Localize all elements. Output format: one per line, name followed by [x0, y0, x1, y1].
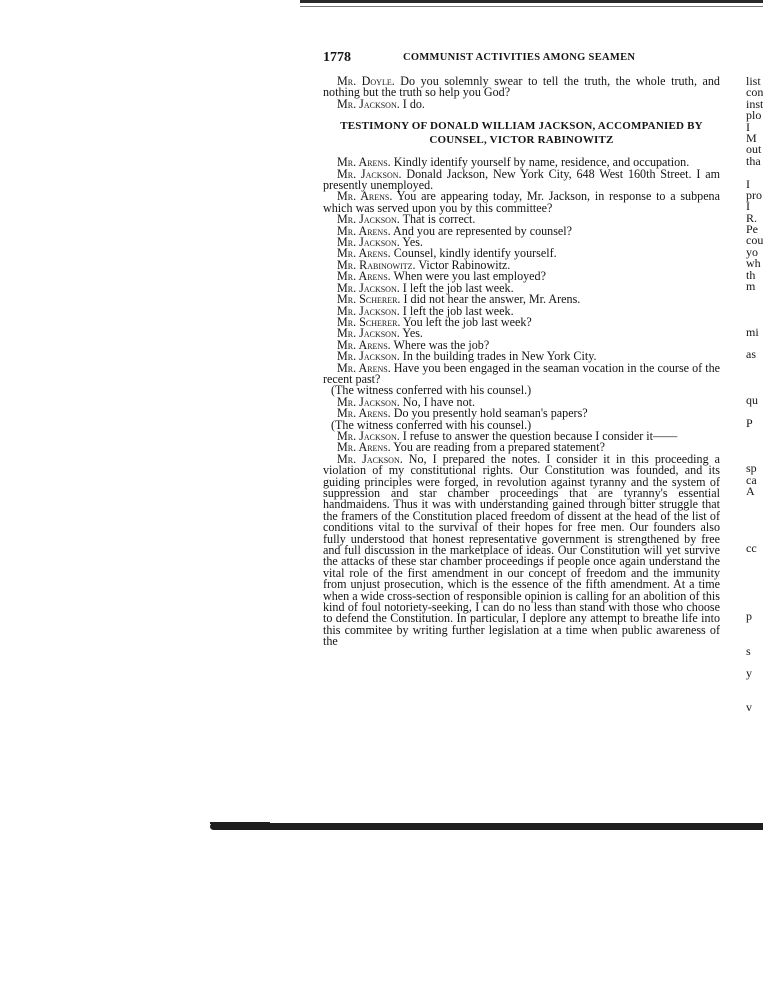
speaker-name: Mr. Scherer. — [337, 292, 401, 307]
bottom-border-rule — [210, 823, 763, 830]
margin-fragment: mi — [746, 324, 759, 339]
speech-text: You are reading from a prepared statement? — [390, 440, 605, 455]
speaker-name: Mr. Arens. — [337, 223, 391, 238]
speaker-name: Mr. Jackson. — [337, 212, 400, 227]
speaker-name: Mr. Arens. — [337, 406, 391, 421]
speaker-name: Mr. Arens. — [337, 189, 393, 204]
testimony-body — [323, 157, 720, 647]
margin-fragment: out — [746, 142, 762, 157]
testimony-paragraph — [323, 96, 720, 111]
margin-fragment: sp — [746, 461, 757, 476]
margin-fragment: P — [746, 415, 753, 430]
margin-fragment: cc — [746, 541, 757, 556]
speaker-name: Mr. Jackson. — [337, 303, 400, 318]
speaker-name: Mr. Arens. — [337, 155, 391, 170]
speech-text: Do you presently hold seaman's papers? — [390, 406, 588, 421]
margin-fragment: ca — [746, 472, 757, 487]
speech-text: Victor Rabinowitz. — [415, 257, 511, 272]
margin-fragment: th — [746, 267, 756, 282]
margin-fragment: con — [746, 85, 763, 100]
heading-line-1: TESTIMONY OF DONALD WILLIAM JACKSON, ACCOMPANIED BY — [340, 120, 703, 133]
page-number: 1778 — [323, 50, 351, 65]
margin-fragment: plo — [746, 108, 762, 123]
margin-fragment: I — [746, 119, 750, 134]
margin-fragment: s — [746, 643, 751, 658]
speech-text: Donald Jackson, New York City, 648 West 160th Street. I am presently unemployed. — [323, 166, 720, 193]
speaker-name: Mr. Doyle. — [337, 74, 395, 88]
speech-text: I left the job last week. — [399, 280, 514, 295]
margin-fragment: as — [746, 347, 756, 362]
speech-text: Do you solemnly swear to tell the truth, the whole truth, and nothing but the truth so help you God? — [323, 74, 720, 100]
speaker-name: Mr. Rabinowitz. — [337, 257, 416, 272]
margin-fragment: Pe — [746, 222, 758, 237]
speech-text: When were you last employed? — [390, 269, 546, 284]
heading-line-2: COUNSEL, VICTOR RABINOWITZ — [429, 134, 614, 147]
oath-exchange — [323, 76, 720, 110]
margin-fragment: I — [746, 199, 750, 214]
speech-text: Where was the job? — [390, 337, 490, 352]
margin-fragment — [746, 429, 763, 440]
speech-text: I refuse to answer the question because I consider it—— — [399, 428, 678, 443]
speech-text: In the building trades in New York City. — [399, 349, 597, 364]
speech-text: You are appearing today, Mr. Jackson, in response to a subpena which was served upon you by this committee? — [323, 189, 720, 215]
margin-fragment: R. — [746, 210, 758, 225]
margin-fragment: A — [746, 484, 755, 499]
margin-fragment — [746, 623, 763, 634]
speaker-name: Mr. Arens. — [337, 269, 391, 284]
speech-text: No, I have not. — [399, 394, 475, 409]
speaker-name: Mr. Jackson. — [337, 280, 400, 295]
speech-text: I do. — [399, 96, 425, 111]
margin-fragment — [746, 361, 763, 372]
speaker-name: Mr. Jackson. — [337, 166, 402, 181]
margin-fragment — [746, 304, 763, 315]
speaker-name: Mr. Jackson. — [337, 451, 403, 466]
speech-text: You left the job last week? — [400, 314, 532, 329]
margin-fragment — [746, 441, 763, 452]
speaker-name: Mr. Jackson. — [337, 235, 400, 250]
page-header — [323, 50, 723, 68]
margin-fragment — [746, 372, 763, 383]
margin-fragment: yo — [746, 244, 758, 259]
margin-fragment: qu — [746, 392, 758, 407]
testimony-paragraph — [323, 76, 720, 99]
speech-text: (The witness conferred with his counsel.) — [331, 383, 532, 398]
top-border-thin-rule — [300, 6, 763, 7]
speaker-name: Mr. Arens. — [337, 337, 391, 352]
adjacent-page-fragment — [746, 76, 763, 714]
speech-text: And you are represented by counsel? — [390, 223, 573, 238]
speaker-name: Mr. Arens. — [337, 246, 391, 261]
speaker-name: Mr. Jackson. — [337, 428, 400, 443]
speaker-name: Mr. Arens. — [337, 360, 391, 375]
margin-fragment — [746, 589, 763, 600]
testimony-paragraph — [323, 360, 720, 386]
speech-text: I left the job last week. — [399, 303, 514, 318]
speaker-name: Mr. Arens. — [337, 440, 391, 455]
testimony-heading — [323, 119, 720, 147]
margin-fragment: p — [746, 609, 752, 624]
speech-text: Yes. — [399, 235, 423, 250]
margin-fragment: I — [746, 176, 750, 191]
margin-fragment — [746, 292, 763, 303]
speech-text: I did not hear the answer, Mr. Arens. — [400, 292, 581, 307]
margin-fragment — [746, 554, 763, 565]
margin-fragment — [746, 566, 763, 577]
margin-fragment: list — [746, 76, 761, 88]
margin-fragment: m — [746, 279, 756, 294]
margin-fragment: y — [746, 666, 752, 681]
margin-fragment: M — [746, 130, 757, 145]
margin-fragment — [746, 577, 763, 588]
speech-text: Have you been engaged in the seaman vocation in the course of the recent past? — [323, 360, 720, 386]
margin-fragment — [746, 520, 763, 531]
running-head: COMMUNIST ACTIVITIES AMONG SEAMEN — [403, 52, 636, 63]
margin-fragment: v — [746, 700, 752, 714]
testimony-paragraph — [323, 191, 720, 214]
margin-fragment — [746, 680, 763, 691]
testimony-paragraph — [323, 451, 720, 649]
margin-fragment: pro — [746, 187, 762, 202]
speech-text: No, I prepared the notes. I consider it in this proceeding a violation of my constitutional rights. Our Constitution was founded, and its guiding principles were forged, in revolution against tyranny and the system of suppression and star chamber proceedings that are tyranny's essential handmaidens. Thus it was with understanding gained through bitter struggle that the framers of the Constitution placed freedom of dissent at the head of the list of conditions vital to the survival of their hopes for free men. Our founders also fully understood that honest representative government is strengthened by free and full discussion in the marketplace of ideas. Our Constitution will yet survive the attacks of these star chamber proceedings if people once again understand the vital role of the first amendment in our concept of freedom and the immunity from unjust prosecution, which is the essence of the fifth amendment. At a time when a wide cross-section of responsible opinion is calling for an abolition of this kind of foul notoriety-seeking, I can do no less than stand with those who choose to defend the Constitution. In particular, I deplore any attempt to breathe life into this commitee by writing further legislation at a time when public awareness of the — [323, 451, 720, 649]
speaker-name: Mr. Jackson. — [337, 349, 400, 364]
main-text-column — [323, 76, 720, 648]
margin-fragment — [746, 497, 763, 508]
margin-fragment: wh — [746, 256, 761, 271]
speech-text: Yes. — [399, 326, 423, 341]
speaker-name: Mr. Scherer. — [337, 314, 401, 329]
speech-text: Kindly identify yourself by name, residence, and occupation. — [390, 155, 690, 170]
speaker-name: Mr. Jackson. — [337, 96, 400, 111]
margin-fragment: cou — [746, 233, 763, 248]
speech-text: Counsel, kindly identify yourself. — [390, 246, 557, 261]
testimony-paragraph — [323, 166, 720, 193]
margin-fragment — [746, 509, 763, 520]
margin-fragment: tha — [746, 153, 761, 168]
speech-text: (The witness conferred with his counsel.) — [331, 417, 532, 432]
speaker-name: Mr. Jackson. — [337, 394, 400, 409]
speech-text: That is correct. — [399, 212, 476, 227]
margin-fragment: inst — [746, 96, 763, 111]
top-border-rule — [300, 0, 763, 3]
speaker-name: Mr. Jackson. — [337, 326, 400, 341]
